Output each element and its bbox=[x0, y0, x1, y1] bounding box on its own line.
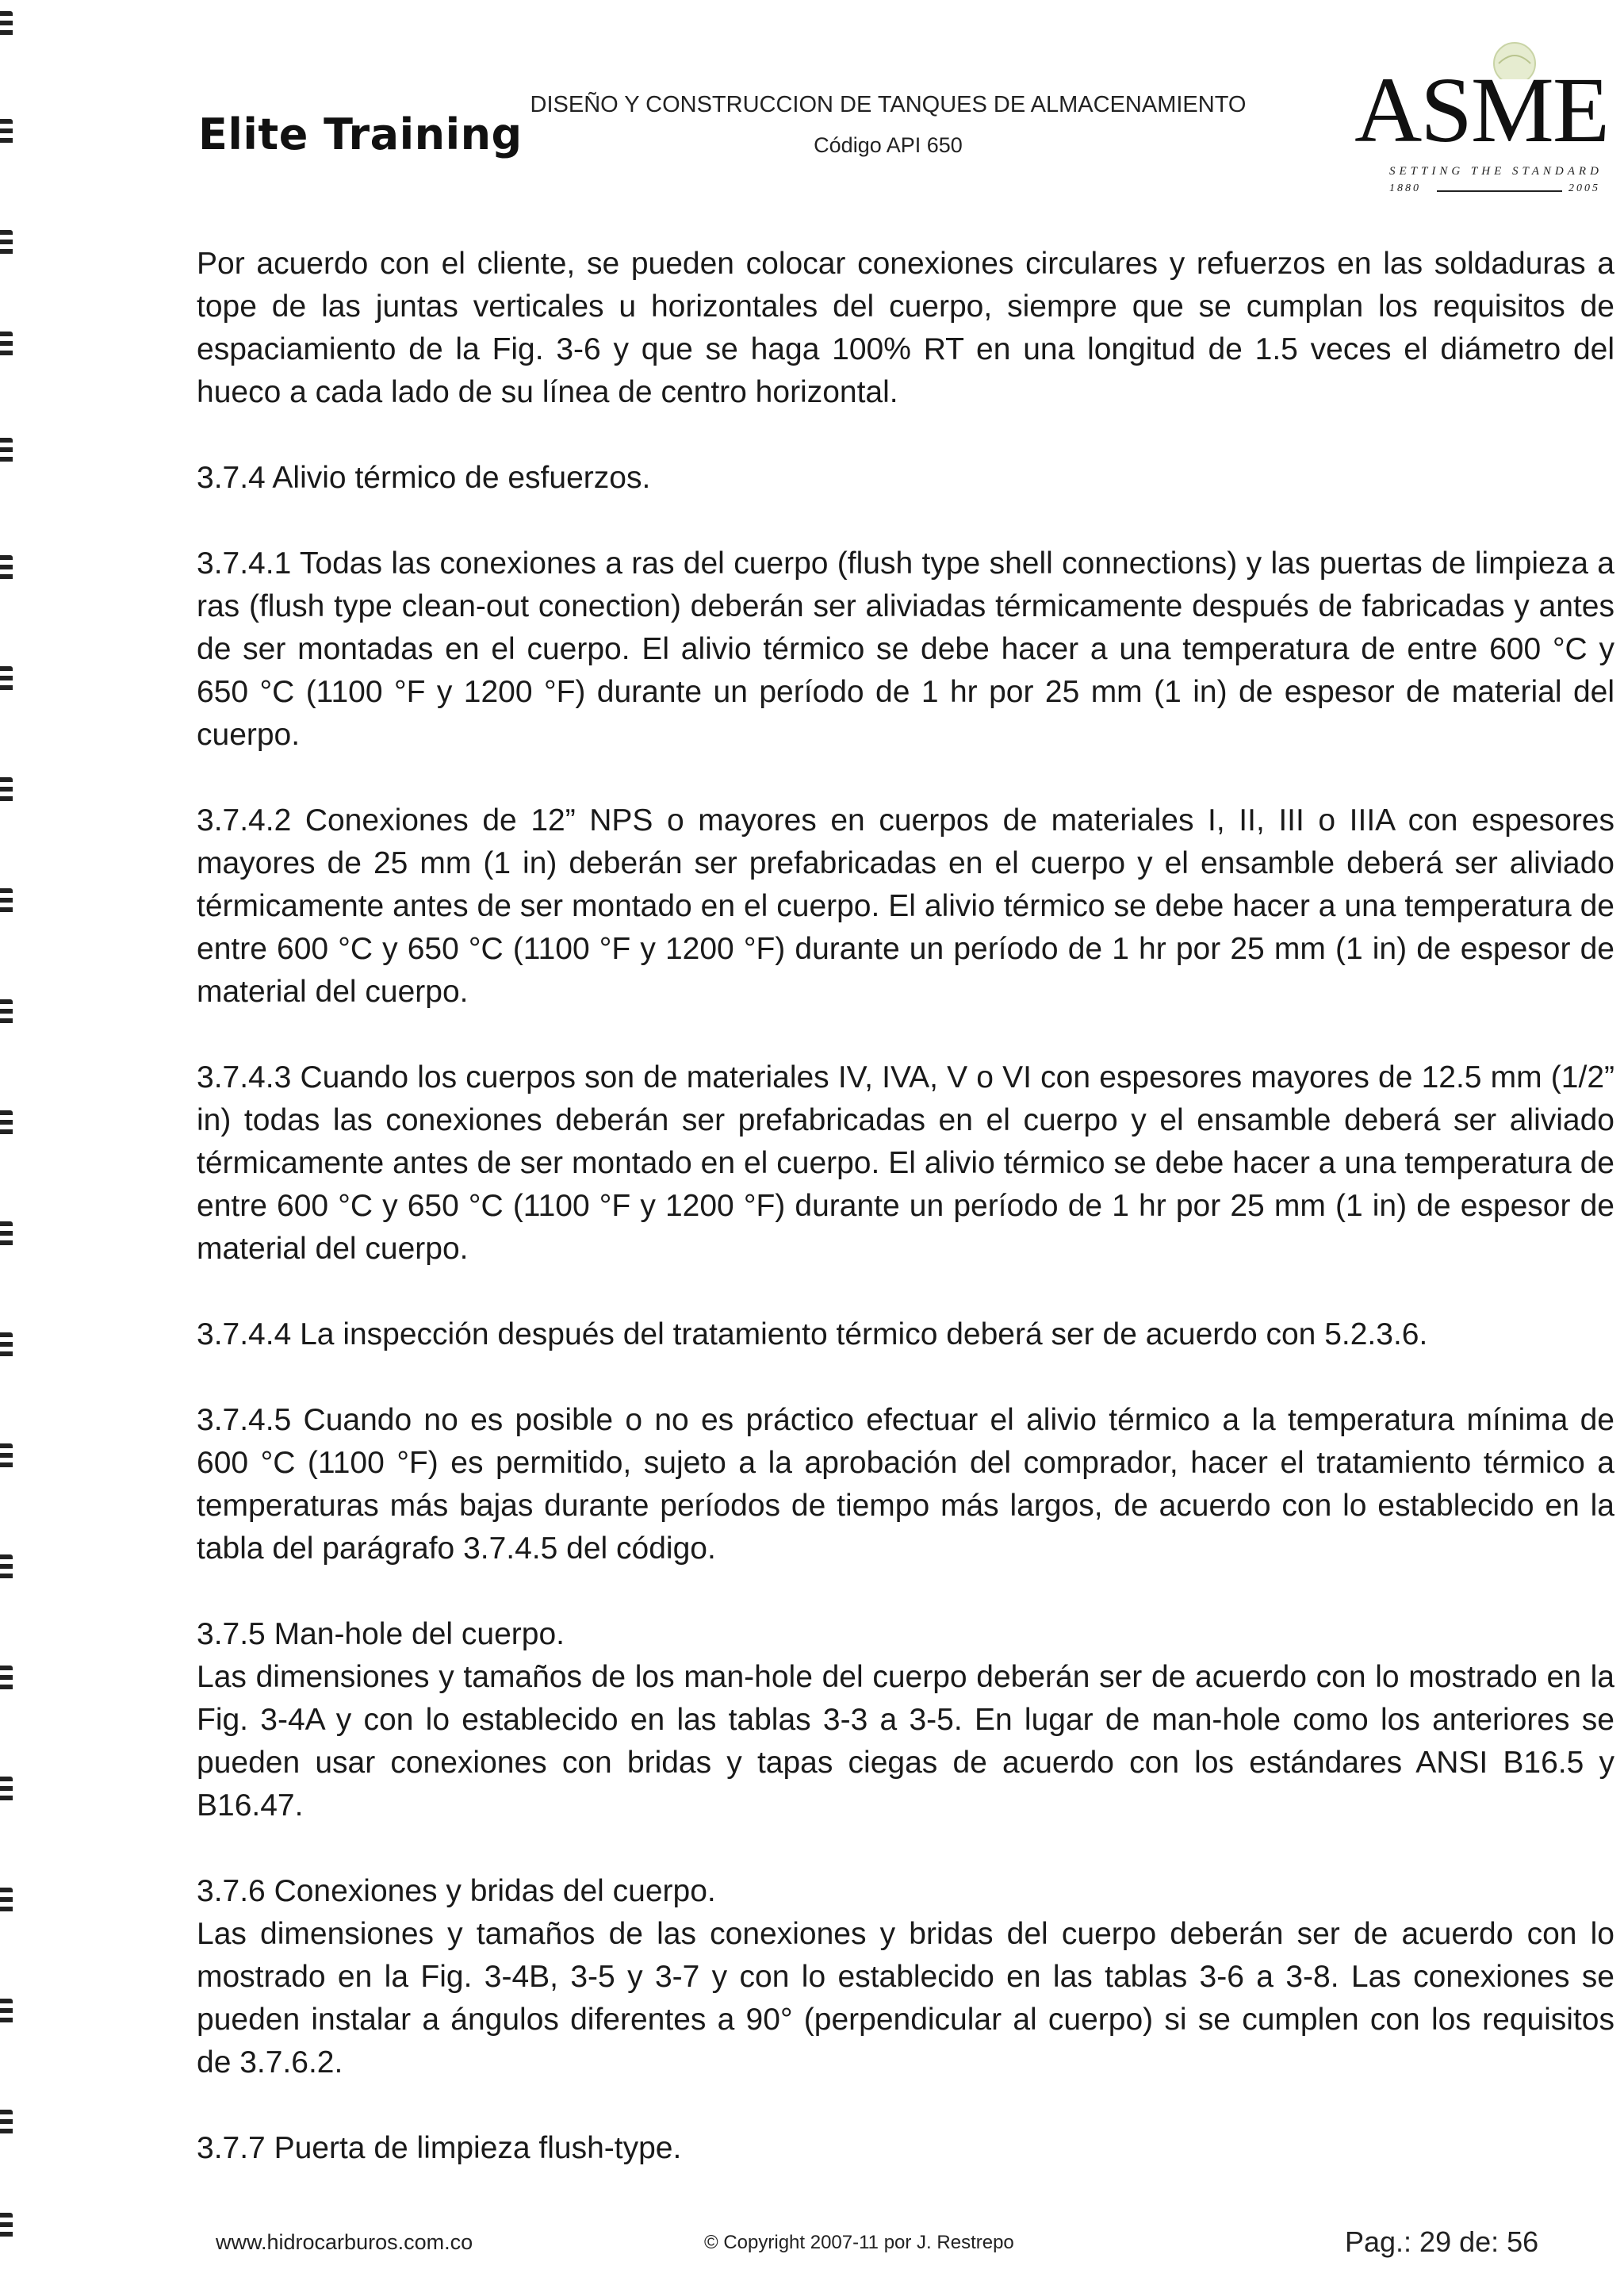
binding-mark bbox=[0, 2110, 13, 2137]
intro-paragraph: Por acuerdo con el cliente, se pueden colocar conexiones circulares y refuerzos en las soldaduras a tope de las juntas verticales u horizontales del cuerpo, siempre que se cumplan los requisitos de espaciamiento de la Fig. 3-6 y que se haga 100% RT en una longitud de 1.5 veces el diámetro del hueco a cada lado de su línea de centro horizontal. bbox=[197, 247, 1614, 409]
binding-mark bbox=[0, 1443, 13, 1470]
section-heading-3-7-7: 3.7.7 Puerta de limpieza flush-type. bbox=[197, 2131, 682, 2165]
spiral-binding bbox=[0, 0, 24, 2277]
binding-mark bbox=[0, 119, 13, 146]
binding-mark bbox=[0, 777, 13, 804]
page-number: Pag.: 29 de: 56 bbox=[1345, 2225, 1539, 2258]
brand-name: Elite Training bbox=[198, 109, 523, 159]
binding-mark bbox=[0, 1110, 13, 1137]
paragraph-3-7-5: Las dimensiones y tamaños de los man-hole del cuerpo deberán ser de acuerdo con lo mostrado en la Fig. 3-4A y con lo establecido en las tablas 3-3 a 3-5. En lugar de man-hole como los anteriores se pueden usar conexiones con bridas y tapas ciegas de acuerdo con los estándares ANSI B16.5 y B16.47. bbox=[197, 1660, 1614, 1823]
binding-mark bbox=[0, 666, 13, 693]
paragraph-3-7-6: Las dimensiones y tamaños de las conexiones y bridas del cuerpo deberán ser de acuerdo con lo mostrado en la Fig. 3-4B, 3-5 y 3-7 y con lo establecido en las tablas 3-6 a 3-8. Las conexiones se pueden instalar a ángulos diferentes a 90° (perpendicular al cuerpo) si se cumplen con los requisitos de 3.7.6.2. bbox=[197, 1917, 1614, 2080]
paragraph-3-7-4-3: 3.7.4.3 Cuando los cuerpos son de materiales IV, IVA, V o VI con espesores mayores de 12.5 mm (1/2” in) todas las conexiones deberán ser prefabricadas en el cuerpo y el ensamble deberá ser aliviado térmicamente antes de ser montado en el cuerpo. El alivio térmico se debe hacer a una temperatura de entre 600 °C y 650 °C (1100 °F y 1200 °F) durante un período de 1 hr por 25 mm (1 in) de espesor de material del cuerpo. bbox=[197, 1060, 1614, 1266]
binding-mark bbox=[0, 888, 13, 915]
binding-mark bbox=[0, 1888, 13, 1915]
logo-tagline: SETTING THE STANDARD bbox=[1389, 165, 1603, 178]
logo-year-end: 2005 bbox=[1568, 182, 1600, 194]
binding-mark bbox=[0, 1999, 13, 2026]
paragraph-3-7-4-2: 3.7.4.2 Conexiones de 12” NPS o mayores en cuerpos de materiales I, II, III o IIIA con espesores mayores de 25 mm (1 in) deberán ser prefabricadas en el cuerpo y el ensamble deberá ser aliviado térmicamente antes de ser montado en el cuerpo. El alivio térmico se debe hacer a una temperatura de entre 600 °C y 650 °C (1100 °F y 1200 °F) durante un período de 1 hr por 25 mm (1 in) de espesor de material del cuerpo. bbox=[197, 803, 1614, 1009]
logo-rule bbox=[1437, 190, 1562, 192]
paragraph-3-7-4-4: 3.7.4.4 La inspección después del tratamiento térmico deberá ser de acuerdo con 5.2.3.6. bbox=[197, 1317, 1428, 1351]
logo-year-start: 1880 bbox=[1389, 182, 1421, 194]
document-title: DISEÑO Y CONSTRUCCION DE TANQUES DE ALMACENAMIENTO bbox=[530, 92, 1247, 117]
section-heading-3-7-5: 3.7.5 Man-hole del cuerpo. bbox=[197, 1617, 565, 1651]
footer-website: www.hidrocarburos.com.co bbox=[216, 2230, 473, 2254]
paragraph-3-7-4-5: 3.7.4.5 Cuando no es posible o no es práctico efectuar el alivio térmico a la temperatura mínima de 600 °C (1100 °F) es permitido, sujeto a la aprobación del comprador, hacer el tratamiento térmico a temperaturas más bajas durante períodos de tiempo más largos, de acuerdo con lo establecido en la tabla del parágrafo 3.7.4.5 del código. bbox=[197, 1403, 1614, 1566]
binding-mark bbox=[0, 11, 13, 38]
section-heading-3-7-6: 3.7.6 Conexiones y bridas del cuerpo. bbox=[197, 1874, 716, 1908]
section-heading-3-7-4: 3.7.4 Alivio térmico de esfuerzos. bbox=[197, 461, 651, 495]
document-body bbox=[197, 243, 1614, 2170]
footer-copyright: © Copyright 2007-11 por J. Restrepo bbox=[704, 2232, 1014, 2253]
document-code: Código API 650 bbox=[814, 133, 963, 157]
binding-mark bbox=[0, 1332, 13, 1359]
asme-logo bbox=[1348, 32, 1618, 194]
binding-mark bbox=[0, 555, 13, 582]
paragraph-3-7-4-1: 3.7.4.1 Todas las conexiones a ras del cuerpo (flush type shell connections) y las puertas de limpieza a ras (flush type clean-out conection) deberán ser aliviadas térmicamente después de fabricadas y antes de ser montadas en el cuerpo. El alivio térmico se debe hacer a una temperatura de entre 600 °C y 650 °C (1100 °F y 1200 °F) durante un período de 1 hr por 25 mm (1 in) de espesor de material del cuerpo. bbox=[197, 546, 1614, 752]
binding-mark bbox=[0, 999, 13, 1026]
binding-mark bbox=[0, 438, 13, 465]
logo-wordmark: ASME bbox=[1354, 58, 1608, 162]
binding-mark bbox=[0, 332, 13, 358]
binding-mark bbox=[0, 230, 13, 257]
binding-mark bbox=[0, 2213, 13, 2240]
binding-mark bbox=[0, 1777, 13, 1804]
binding-mark bbox=[0, 1221, 13, 1248]
binding-mark bbox=[0, 1666, 13, 1692]
binding-mark bbox=[0, 1554, 13, 1581]
